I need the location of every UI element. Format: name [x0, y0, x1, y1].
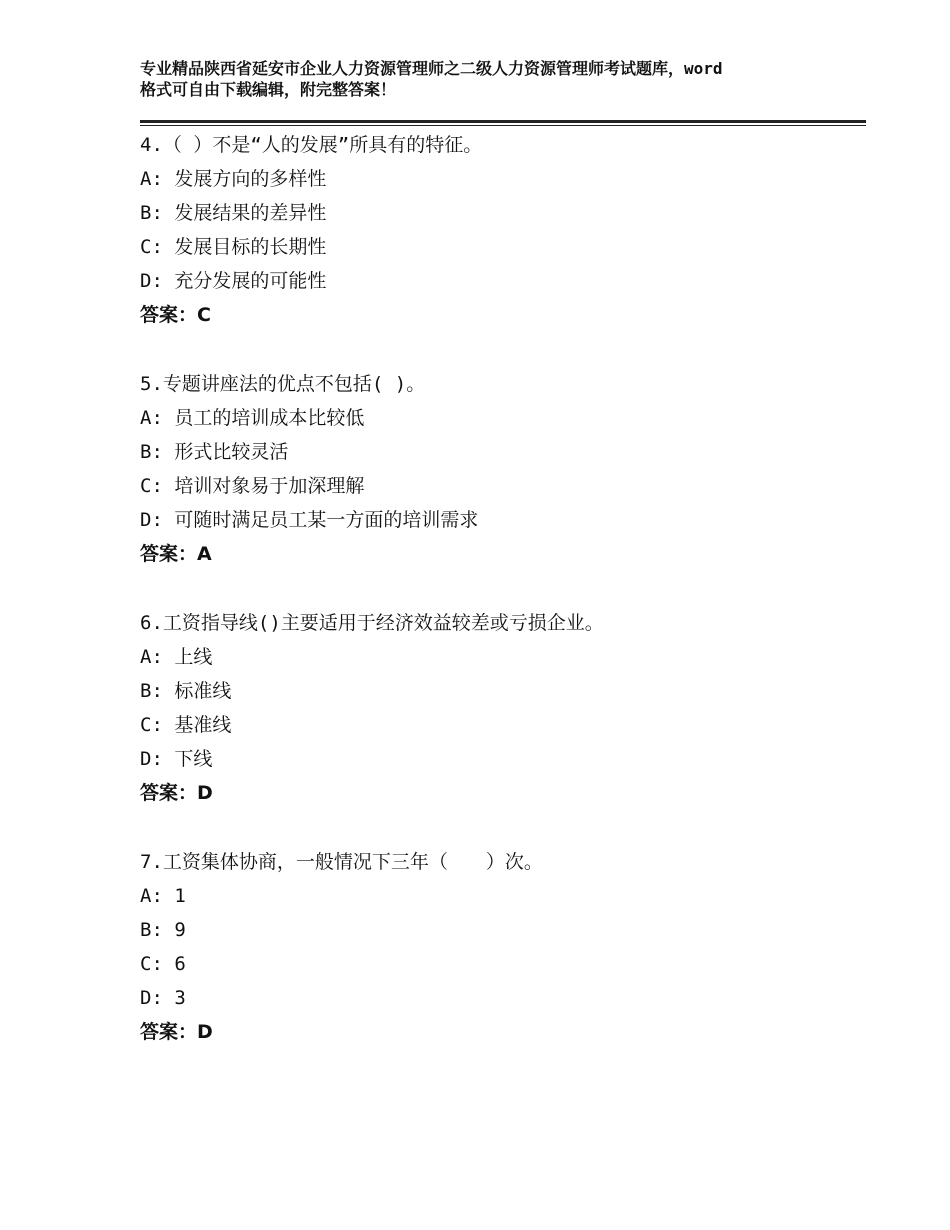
header-line-2: 格式可自由下载编辑，附完整答案！ — [140, 80, 397, 99]
option-c: C: 发展目标的长期性 — [140, 236, 327, 258]
question-6 — [140, 606, 860, 810]
header-rule-thick — [140, 120, 866, 123]
question-stem: 4.（ ）不是“人的发展”所具有的特征。 — [140, 134, 483, 156]
question-4 — [140, 128, 860, 332]
question-5 — [140, 367, 860, 571]
answer: 答案：A — [140, 543, 212, 565]
header-line-1: 专业精品陕西省延安市企业人力资源管理师之二级人力资源管理师考试题库，word — [140, 59, 723, 78]
question-stem: 5.专题讲座法的优点不包括( )。 — [140, 373, 426, 395]
answer: 答案：C — [140, 304, 211, 326]
option-a: A: 发展方向的多样性 — [140, 168, 327, 190]
option-c: C: 基准线 — [140, 714, 232, 736]
option-b: B: 形式比较灵活 — [140, 441, 289, 463]
question-stem: 7.工资集体协商，一般情况下三年（ ）次。 — [140, 851, 543, 873]
header-rule-thin — [140, 125, 866, 126]
option-a: A: 员工的培训成本比较低 — [140, 407, 365, 429]
answer: 答案：D — [140, 1021, 213, 1043]
option-d: D: 3 — [140, 987, 186, 1009]
option-a: A: 上线 — [140, 646, 213, 668]
question-list — [140, 128, 860, 1084]
option-d: D: 下线 — [140, 748, 213, 770]
answer: 答案：D — [140, 782, 213, 804]
option-b: B: 标准线 — [140, 680, 232, 702]
document-header — [140, 58, 830, 100]
question-7 — [140, 845, 860, 1049]
option-b: B: 9 — [140, 919, 186, 941]
option-c: C: 6 — [140, 953, 186, 975]
option-a: A: 1 — [140, 885, 186, 907]
option-c: C: 培训对象易于加深理解 — [140, 475, 365, 497]
question-stem: 6.工资指导线()主要适用于经济效益较差或亏损企业。 — [140, 612, 604, 634]
option-d: D: 充分发展的可能性 — [140, 270, 327, 292]
option-d: D: 可随时满足员工某一方面的培训需求 — [140, 509, 479, 531]
option-b: B: 发展结果的差异性 — [140, 202, 327, 224]
